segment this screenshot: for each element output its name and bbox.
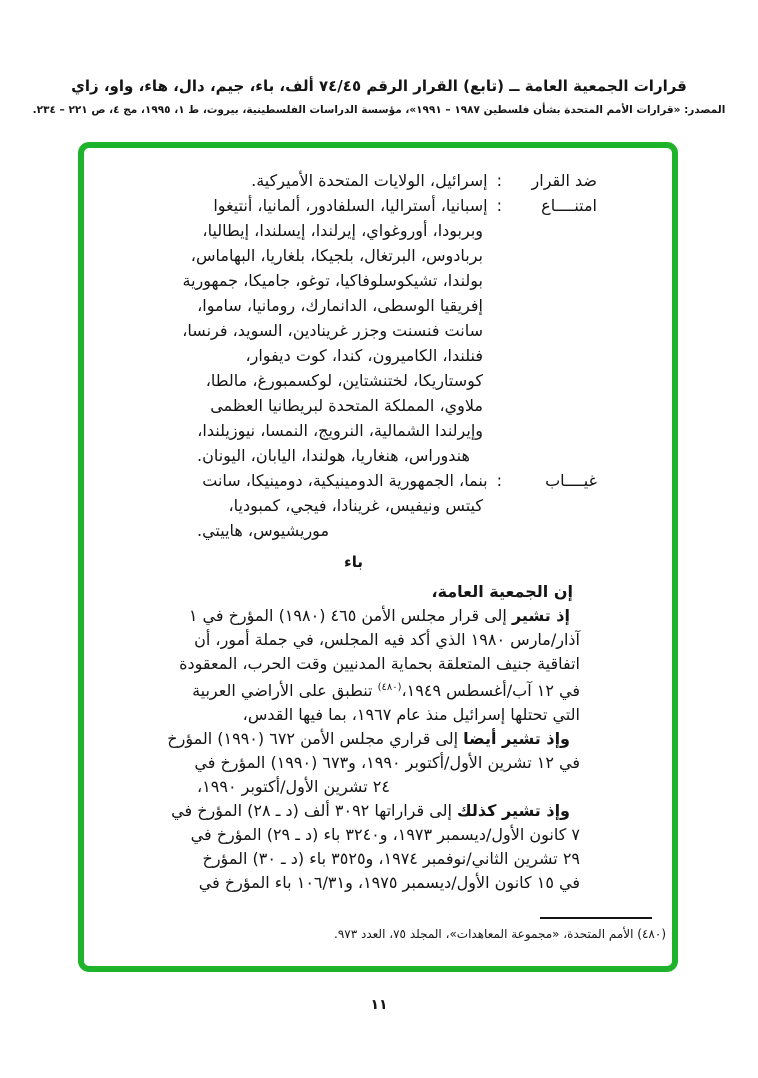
absent-countries-line: كيتس ونيفيس، غرينادا، فيجي، كمبوديا، [228,496,483,515]
abstain-label: امتنــــاع [541,196,597,215]
abstain-countries-line: وبربودا، أوروغواي، إيرلندا، إيسلندا، إيطاليا، [202,221,483,240]
resolution-content [84,168,672,941]
colon-separator: : [496,196,502,215]
vote-abstain-line [84,193,672,218]
body-line: في ١٥ كانون الأول/ديسمبر ١٩٧٥، و١٠٦/٣١ باء المؤرخ في [198,873,580,892]
abstain-countries-line: إفريقيا الوسطى، الدانمارك، رومانيا، ساموا، [197,296,483,315]
absent-countries: بنما، الجمهورية الدومينيكية، دومينيكا، سانت [202,471,488,490]
body-line: التي تحتلها إسرائيل منذ عام ١٩٦٧، بما فيها القدس، [242,705,580,724]
abstain-countries-line: فنلندا، الكاميرون، كندا، كوت ديفوار، [245,346,483,365]
vote-against-line [84,168,672,193]
body-text: في ١٢ آب/أغسطس ١٩٤٩، [401,681,580,700]
abstain-countries-line: ملاوي، المملكة المتحدة لبريطانيا العظمى [210,396,483,415]
abstain-countries-line: سانت فنسنت وجزر غرينادين، السويد، فرنسا، [182,321,483,340]
page-number: ١١ [370,997,388,1013]
body-line [84,799,672,823]
abstain-countries-line: وإيرلندا الشمالية، النرويج، النمسا، نيوزيلندا، [197,421,483,440]
body-line: ٢٤ تشرين الأول/أكتوبر ١٩٩٠، [197,777,390,796]
body-line: ٢٩ تشرين الثاني/نوفمبر ١٩٧٤، و٣٥٢٥ باء (د ـ ٣٠) المؤرخ [202,849,580,868]
footnote-number: (٤٨٠) [637,927,666,941]
body-text: إلى قراري مجلس الأمن ٦٧٢ (١٩٩٠) المؤرخ [167,729,464,748]
body-text: إلى قراراتها ٣٠٩٢ ألف (د ـ ٢٨) المؤرخ في [171,801,457,820]
resolution-border-box [78,142,678,972]
footnote-reference: (٤٨٠) [377,682,402,693]
colon-separator: : [496,171,502,190]
footnote-text [98,926,666,942]
page-title: قرارات الجمعية العامة ــ (تابع) القرار الرقم ٧٤/٤٥ ألف، باء، جيم، دال، هاء، واو، زاي [71,77,687,95]
vote-absent-line [84,468,672,493]
body-line: في ١٢ تشرين الأول/أكتوبر ١٩٩٠، و٦٧٣ (١٩٩٠) المؤرخ في [194,753,580,772]
body-line: اتفاقية جنيف المتعلقة بحماية المدنيين وقت الحرب، المعقودة [179,654,580,673]
paragraph-lead: وإذ تشير كذلك [456,801,570,820]
paragraph-lead: وإذ تشير أيضا [463,729,570,748]
abstain-countries-line: كوستاريكا، لختنشتاين، لوكسمبورغ، مالطا، [205,371,483,390]
body-text: تنطبق على الأراضي العربية [192,681,378,700]
colon-separator: : [496,471,502,490]
resolution-body [84,580,672,895]
section-heading-ba: باء [344,553,363,571]
absent-countries-line: موريشيوس، هاييتي. [197,521,330,540]
footnote-divider [540,917,652,919]
abstain-countries-line: هندوراس، هنغاريا، هولندا، اليابان، اليونان. [197,446,470,465]
opening-line: إن الجمعية العامة، [431,582,573,601]
source-citation: المصدر: «قرارات الأمم المتحدة بشأن فلسطين ١٩٨٧ – ١٩٩١»، مؤسسة الدراسات الفلسطينية، بيروت، ط ١، ١٩٩٥، مج ٤، ص ٢٢١ – ٢٣٤. [32,104,726,116]
abstain-countries-line: بولندا، تشيكوسلوفاكيا، توغو، جاميكا، جمهورية [182,271,483,290]
body-line: آذار/مارس ١٩٨٠ الذي أكد فيه المجلس، في جملة أمور، أن [194,630,580,649]
footnote-body: الأمم المتحدة، «مجموعة المعاهدات»، المجلد ٧٥، العدد ٩٧٣. [334,927,638,941]
abstain-countries-line: بربادوس، البرتغال، بلجيكا، بلغاريا، البهاماس، [190,246,483,265]
paragraph-lead: إذ تشير [511,606,570,625]
abstain-countries: إسبانيا، أستراليا، السلفادور، ألمانيا، أنتيغوا [213,196,488,215]
absent-label: غيــــاب [545,471,597,490]
footnote-block [98,917,666,942]
body-line [84,727,672,751]
body-line [84,676,672,703]
body-text: إلى قرار مجلس الأمن ٤٦٥ (١٩٨٠) المؤرخ في ١ [188,606,512,625]
body-line: ٧ كانون الأول/ديسمبر ١٩٧٣، و٣٢٤٠ باء (د ـ ٢٩) المؤرخ في [190,825,580,844]
against-label: ضد القرار [531,171,597,190]
body-line [84,604,672,628]
against-countries: إسرائيل، الولايات المتحدة الأميركية. [251,171,488,190]
